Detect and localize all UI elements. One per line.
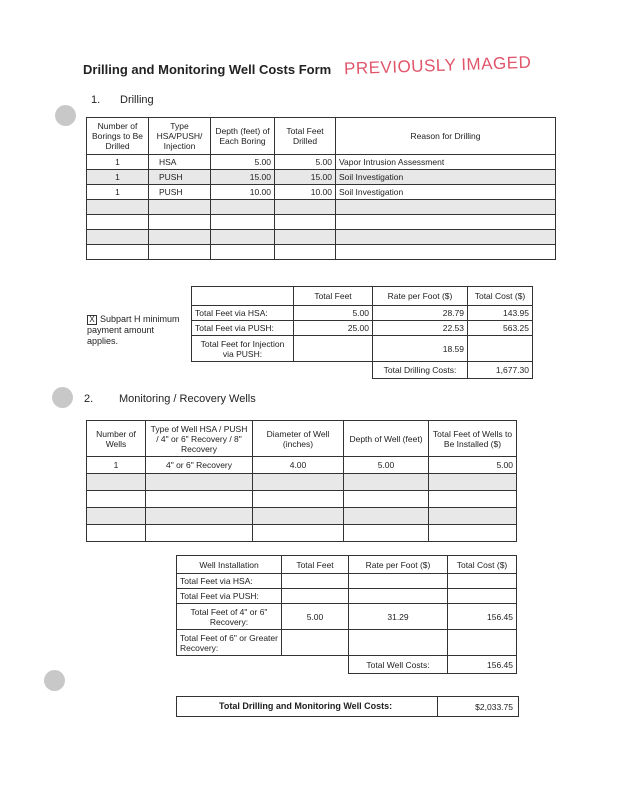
form-title: Drilling and Monitoring Well Costs Form: [83, 62, 332, 77]
col-header-cost: Total Cost ($): [448, 556, 517, 574]
blank: [177, 656, 282, 674]
table-cell: 563.25: [468, 321, 533, 336]
col-header-reason: Reason for Drilling: [336, 118, 556, 155]
blank: [282, 656, 349, 674]
section-2-number: 2.: [84, 393, 94, 405]
row-label: Total Feet via PUSH:: [192, 321, 294, 336]
row-label: Total Feet of 4" or 6" Recovery:: [177, 604, 282, 630]
empty-cell: [349, 589, 448, 604]
table-cell: 4.00: [253, 457, 344, 474]
empty-cell: [344, 474, 429, 491]
col-header-cost: Total Cost ($): [468, 287, 533, 306]
subpart-h-checkbox[interactable]: X: [87, 315, 97, 325]
punch-hole-icon: [52, 387, 73, 408]
table-cell: 5.00: [282, 604, 349, 630]
table-cell: 4" or 6" Recovery: [146, 457, 253, 474]
empty-cell: [448, 589, 517, 604]
row-label: Total Feet via PUSH:: [177, 589, 282, 604]
empty-cell: [349, 574, 448, 589]
empty-cell: [468, 336, 533, 362]
table-cell: 5.00: [275, 155, 336, 170]
row-label: Total Feet via HSA:: [192, 306, 294, 321]
table-cell: 10.00: [275, 185, 336, 200]
empty-cell: [146, 508, 253, 525]
punch-hole-icon: [44, 670, 65, 691]
table-cell: PUSH: [149, 170, 211, 185]
empty-cell: [448, 630, 517, 656]
col-header-rate: Rate per Foot ($): [349, 556, 448, 574]
table-cell: 15.00: [211, 170, 275, 185]
blank: [294, 362, 373, 379]
empty-cell: [253, 474, 344, 491]
table-cell: 5.00: [211, 155, 275, 170]
subpart-h-note: [87, 314, 182, 347]
table-cell: HSA: [149, 155, 211, 170]
empty-cell: [344, 508, 429, 525]
empty-cell: [282, 574, 349, 589]
col-header-total-feet: Total Feet Drilled: [275, 118, 336, 155]
empty-cell: [211, 200, 275, 215]
col-header-borings: Number of Borings to Be Drilled: [87, 118, 149, 155]
empty-cell: [344, 491, 429, 508]
empty-cell: [146, 491, 253, 508]
empty-cell: [87, 508, 146, 525]
empty-cell: [336, 230, 556, 245]
total-drilling-value: 1,677.30: [468, 362, 533, 379]
blank: [192, 362, 294, 379]
col-header-installation: Well Installation: [177, 556, 282, 574]
empty-cell: [211, 245, 275, 260]
empty-cell: [336, 245, 556, 260]
empty-cell: [429, 508, 517, 525]
col-header-total-feet: Total Feet of Wells to Be Installed ($): [429, 421, 517, 457]
table-cell: Vapor Intrusion Assessment: [336, 155, 556, 170]
empty-cell: [149, 245, 211, 260]
table-cell: 31.29: [349, 604, 448, 630]
empty-cell: [87, 245, 149, 260]
col-header-well-type: Type of Well HSA / PUSH / 4" or 6" Recovery / 8" Recovery: [146, 421, 253, 457]
table-cell: 5.00: [429, 457, 517, 474]
empty-cell: [87, 230, 149, 245]
table-cell: 1: [87, 155, 149, 170]
empty-cell: [275, 215, 336, 230]
table-cell: Soil Investigation: [336, 170, 556, 185]
empty-cell: [253, 491, 344, 508]
table-cell: 1: [87, 185, 149, 200]
grand-total-value: $2,033.75: [475, 702, 513, 712]
empty-cell: [448, 574, 517, 589]
section-1-label: Drilling: [120, 94, 154, 106]
empty-cell: [87, 474, 146, 491]
col-header-rate: Rate per Foot ($): [373, 287, 468, 306]
wells-table: [86, 420, 517, 542]
empty-cell: [149, 230, 211, 245]
grand-total-box: [176, 696, 519, 717]
table-cell: 143.95: [468, 306, 533, 321]
empty-cell: [336, 200, 556, 215]
empty-cell: [282, 589, 349, 604]
col-header-total-feet: Total Feet: [294, 287, 373, 306]
empty-cell: [349, 630, 448, 656]
col-header-diameter: Diameter of Well (inches): [253, 421, 344, 457]
table-cell: 5.00: [344, 457, 429, 474]
col-header-depth: Depth of Well (feet): [344, 421, 429, 457]
col-header-total-feet: Total Feet: [282, 556, 349, 574]
empty-cell: [275, 230, 336, 245]
empty-cell: [253, 525, 344, 542]
empty-cell: [211, 215, 275, 230]
total-well-value: 156.45: [448, 656, 517, 674]
empty-cell: [211, 230, 275, 245]
total-drilling-label: Total Drilling Costs:: [373, 362, 468, 379]
empty-cell: [275, 245, 336, 260]
subpart-h-label: Subpart H minimum payment amount applies.: [87, 314, 180, 346]
table-cell: PUSH: [149, 185, 211, 200]
empty-cell: [429, 491, 517, 508]
row-label: Total Feet for Injection via PUSH:: [192, 336, 294, 362]
empty-cell: [429, 474, 517, 491]
empty-cell: [275, 200, 336, 215]
empty-cell: [336, 215, 556, 230]
table-cell: Soil Investigation: [336, 185, 556, 200]
drilling-costs-table: [191, 286, 533, 379]
table-cell: 18.59: [373, 336, 468, 362]
empty-cell: [146, 525, 253, 542]
empty-cell: [253, 508, 344, 525]
section-1-number: 1.: [91, 94, 101, 106]
col-header-type: Type HSA/PUSH/ Injection: [149, 118, 211, 155]
table-cell: 22.53: [373, 321, 468, 336]
empty-cell: [192, 287, 294, 306]
table-cell: 15.00: [275, 170, 336, 185]
row-label: Total Feet via HSA:: [177, 574, 282, 589]
table-cell: 5.00: [294, 306, 373, 321]
table-cell: 25.00: [294, 321, 373, 336]
table-cell: 1: [87, 457, 146, 474]
col-header-wells: Number of Wells: [87, 421, 146, 457]
empty-cell: [87, 215, 149, 230]
empty-cell: [149, 215, 211, 230]
empty-cell: [429, 525, 517, 542]
empty-cell: [282, 630, 349, 656]
empty-cell: [87, 200, 149, 215]
table-cell: 28.79: [373, 306, 468, 321]
table-cell: 1: [87, 170, 149, 185]
col-header-depth: Depth (feet) of Each Boring: [211, 118, 275, 155]
previously-imaged-stamp: PREVIOUSLY IMAGED: [343, 52, 532, 79]
empty-cell: [344, 525, 429, 542]
table-cell: 156.45: [448, 604, 517, 630]
table-cell: 10.00: [211, 185, 275, 200]
section-2-label: Monitoring / Recovery Wells: [119, 393, 256, 405]
empty-cell: [146, 474, 253, 491]
drilling-table: [86, 117, 556, 260]
empty-cell: [87, 491, 146, 508]
row-label: Total Feet of 6" or Greater Recovery:: [177, 630, 282, 656]
well-costs-table: [176, 555, 517, 674]
empty-cell: [294, 336, 373, 362]
grand-total-label: Total Drilling and Monitoring Well Costs:: [219, 701, 393, 711]
empty-cell: [149, 200, 211, 215]
punch-hole-icon: [55, 105, 76, 126]
total-well-label: Total Well Costs:: [349, 656, 448, 674]
empty-cell: [87, 525, 146, 542]
